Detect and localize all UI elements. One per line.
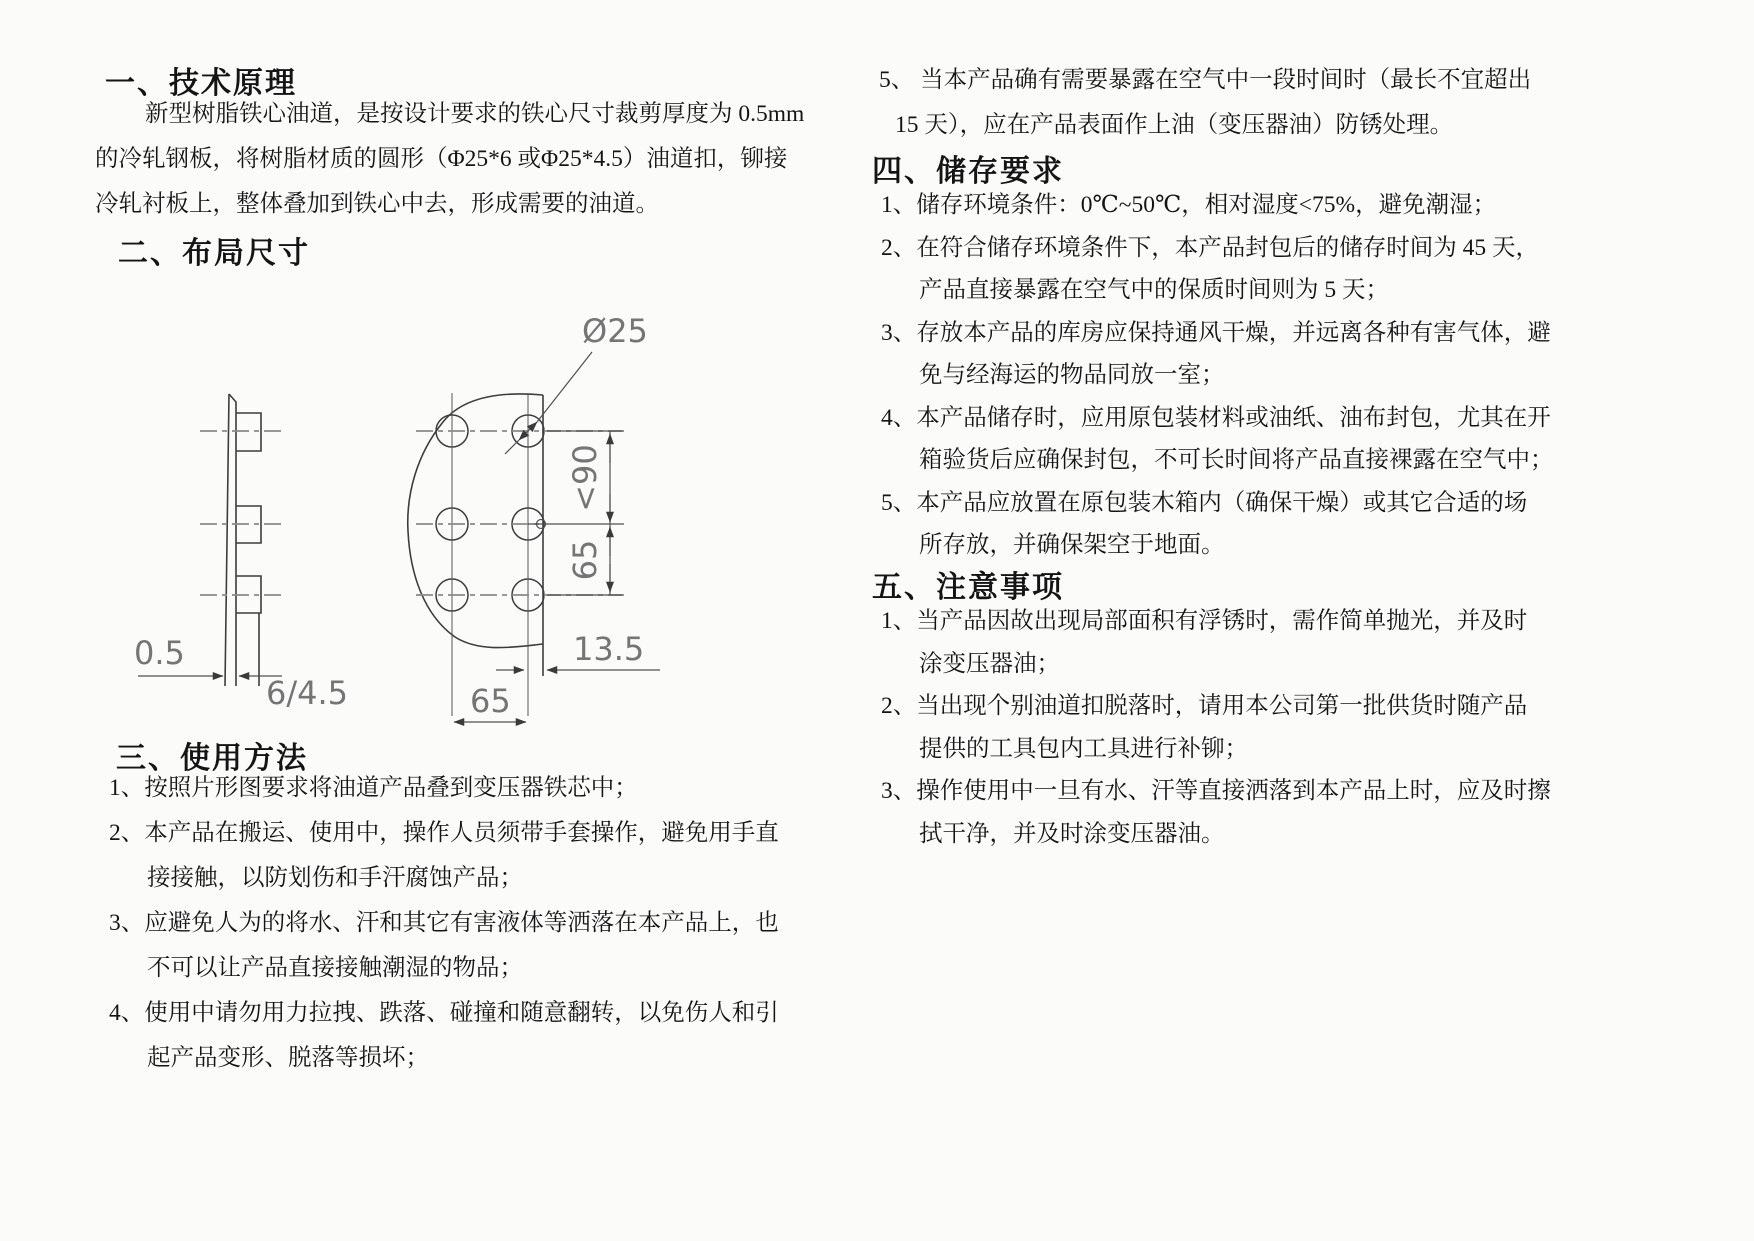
dim-label-horizontal-pitch: 65 [470,682,511,720]
storage-item-line: 产品直接暴露在空气中的保质时间则为 5 天； [919,277,1389,303]
storage-item-line: 5、本产品应放置在原包装木箱内（确保干燥）或其它合适的场 [881,489,1528,516]
principle-paragraph [95,92,804,227]
storage-item-line: 免与经海运的物品同放一室； [919,362,1225,388]
heading-technical-principle: 一、技术原理 [105,67,297,100]
dim-label-span: <90 [566,444,604,512]
paragraph-line: 冷轧衬板上，整体叠加到铁心中去，形成需要的油道。 [95,191,659,217]
storage-item-line: 箱验货后应确保封包，不可长时间将产品直接裸露在空气中； [919,447,1554,473]
dim-label-hole-diameter: Ø25 [582,312,648,350]
dim-label-thickness: 0.5 [134,634,185,672]
heading-usage-method: 三、使用方法 [116,742,308,775]
precautions-list [867,600,1551,855]
storage-item-line: 所存放，并确保架空于地面。 [919,532,1225,558]
usage-item-line: 2、本产品在搬运、使用中，操作人员须带手套操作，避免用手直 [109,820,779,846]
usage-item-line: 4、使用中请勿用力拉拽、跌落、碰撞和随意翻转，以免伤人和引 [109,1000,779,1026]
precaution-item-line: 2、当出现个别油道扣脱落时，请用本公司第一批供货时随产品 [881,693,1528,719]
usage-method-list [95,766,779,1081]
dim-label-tab: 6/4.5 [266,674,349,712]
storage-item-line: 4、本产品储存时，应用原包装材料或油纸、油布封包，尤其在开 [881,404,1551,431]
centerlines [200,431,622,595]
paragraph-line: 的冷轧钢板，将树脂材质的圆形（Φ25*6 或Φ25*4.5）油道扣，铆接 [95,146,788,172]
precaution-item-line: 3、操作使用中一旦有水、汗等直接洒落到本产品上时，应及时擦 [881,778,1551,804]
usage-item-line: 1、按照片形图要求将油道产品叠到变压器铁芯中； [109,775,638,801]
usage-item5-continued [867,58,1531,148]
storage-item-line: 3、存放本产品的库房应保持通风干燥，并远离各种有害气体，避 [881,319,1551,346]
heading-precautions: 五、注意事项 [872,571,1064,604]
usage-item-line: 15 天），应在产品表面作上油（变压器油）防锈处理。 [895,112,1454,138]
usage-item-line: 不可以让产品直接接触潮湿的物品； [147,955,523,981]
precaution-item-line: 涂变压器油； [919,650,1060,677]
precaution-item-line: 提供的工具包内工具进行补铆； [919,735,1248,762]
precaution-item-line: 1、当产品因故出现局部面积有浮锈时，需作简单抛光，并及时 [881,608,1528,634]
side-view-plate [225,394,261,686]
paragraph-line: 新型树脂铁心油道，是按设计要求的铁心尺寸裁剪厚度为 0.5mm [145,101,805,127]
storage-requirements-list [867,184,1554,567]
heading-storage-requirements: 四、储存要求 [872,155,1064,188]
usage-item-line: 接接触，以防划伤和手汗腐蚀产品； [147,865,523,891]
storage-item-line: 1、储存环境条件：0℃~50℃，相对湿度<75%，避免潮湿； [881,192,1497,218]
storage-item-line: 2、在符合储存环境条件下，本产品封包后的储存时间为 45 天， [881,234,1539,261]
heading-layout-dimensions: 二、布局尺寸 [118,237,310,270]
usage-item-line: 起产品变形、脱落等损坏； [147,1045,429,1071]
dim-label-vertical-pitch: 65 [566,539,604,581]
usage-item-line: 3、应避免人为的将水、汗和其它有害液体等洒落在本产品上，也 [109,910,779,936]
usage-item-line: 5、 当本产品确有需要暴露在空气中一段时间时（最长不宜超出 [879,67,1532,93]
precaution-item-line: 拭干净，并及时涂变压器油。 [919,820,1225,847]
layout-dimension-drawing [100,298,760,738]
dim-label-edge-offset: 13.5 [573,630,645,668]
